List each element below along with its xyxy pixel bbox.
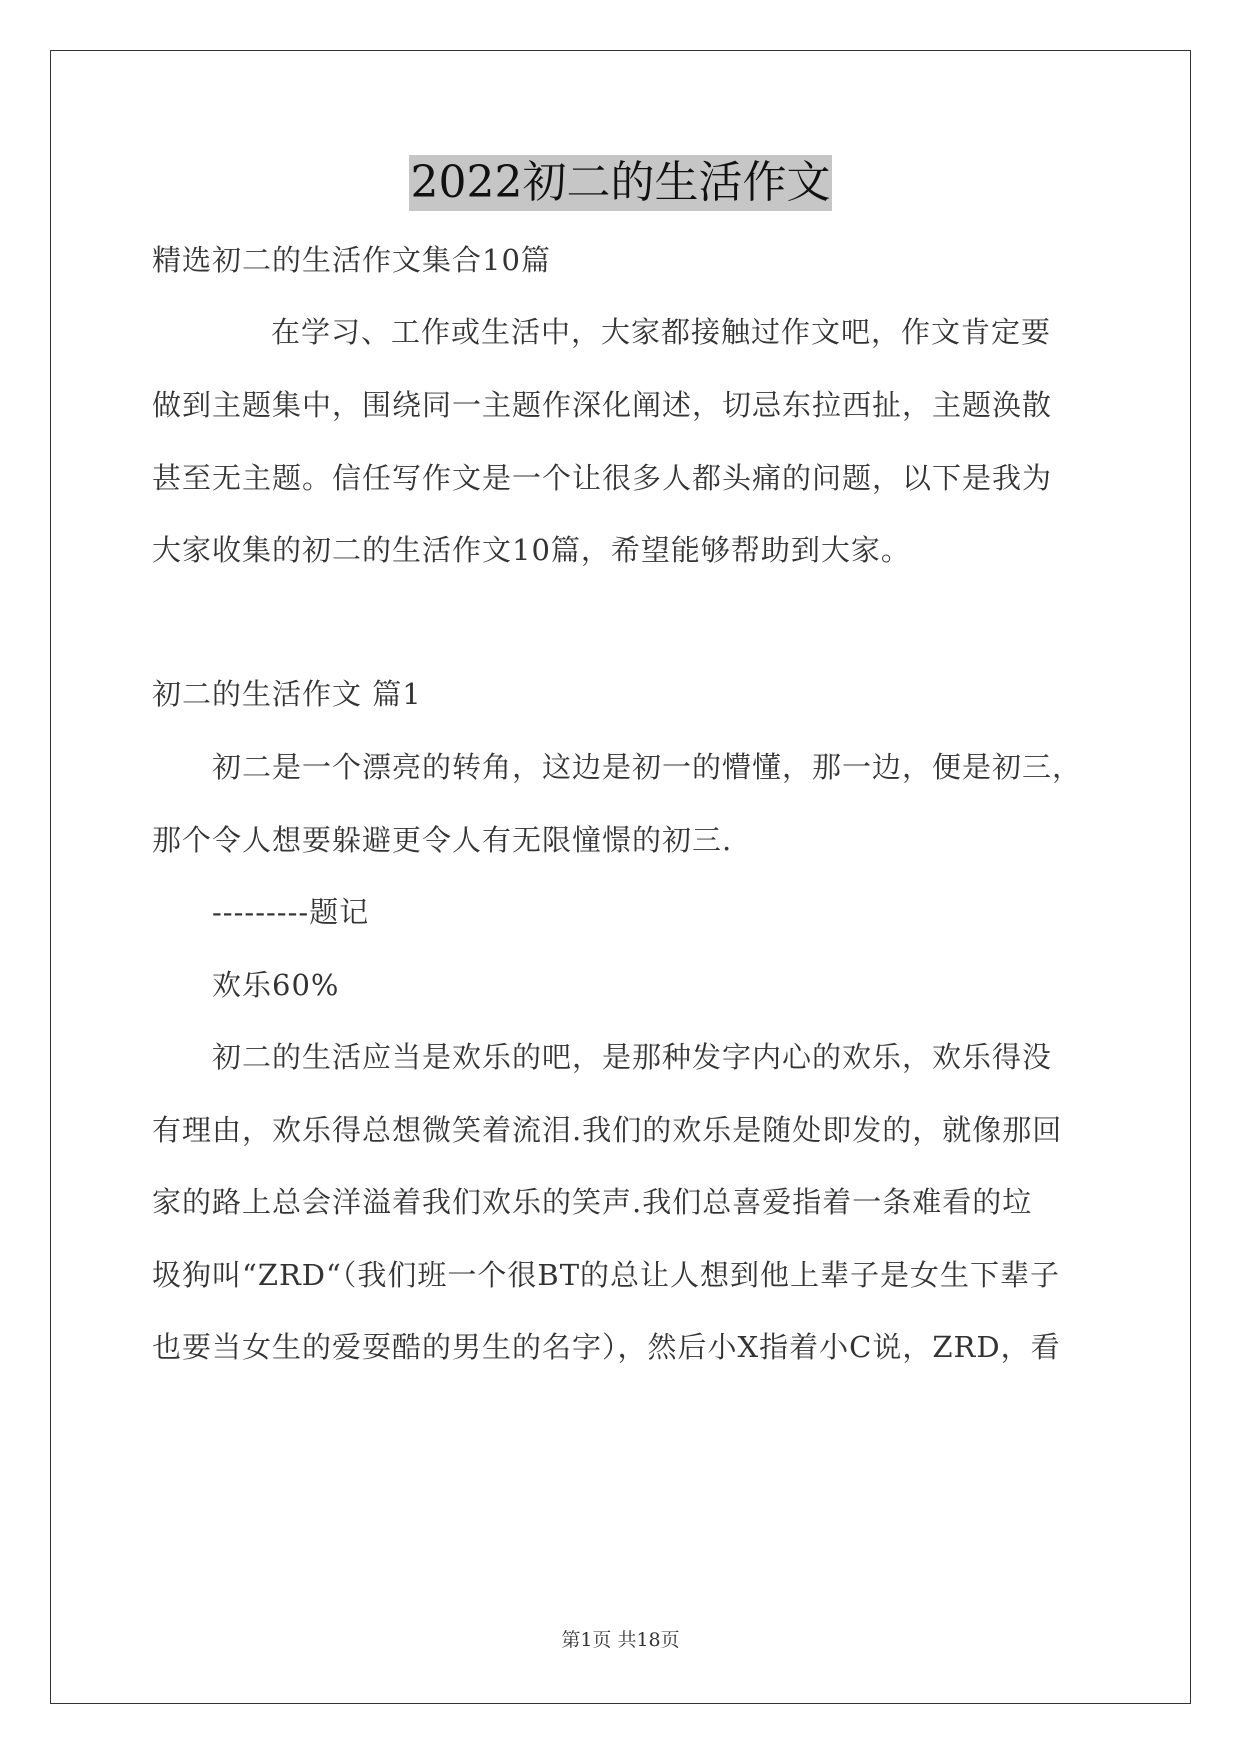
body-line: 圾狗叫“ZRD“（我们班一个很BT的总让人想到他上辈子是女生下辈子 bbox=[152, 1258, 1061, 1292]
section-heading: 初二的生活作文 篇1 bbox=[152, 677, 422, 711]
body-line: 初二是一个漂亮的转角，这边是初一的懵懂，那一边，便是初三， bbox=[212, 750, 1083, 784]
subtitle: 精选初二的生活作文集合10篇 bbox=[152, 243, 551, 277]
intro-line: 大家收集的初二的生活作文10篇，希望能够帮助到大家。 bbox=[152, 533, 911, 567]
page-border bbox=[50, 50, 1191, 1704]
body-line: 那个令人想要躲避更令人有无限憧憬的初三. bbox=[152, 823, 733, 857]
body-line: ---------题记 bbox=[212, 895, 370, 929]
body-line: 家的路上总会洋溢着我们欢乐的笑声.我们总喜爱指着一条难看的垃 bbox=[152, 1185, 1033, 1219]
body-line: 初二的生活应当是欢乐的吧，是那种发字内心的欢乐，欢乐得没 bbox=[212, 1040, 1053, 1074]
intro-line: 做到主题集中，围绕同一主题作深化阐述，切忌东拉西扯，主题涣散 bbox=[152, 388, 1053, 422]
intro-line: 甚至无主题。信任写作文是一个让很多人都头痛的问题，以下是我为 bbox=[152, 461, 1053, 495]
intro-line: 在学习、工作或生活中，大家都接触过作文吧，作文肯定要 bbox=[271, 315, 1052, 349]
body-line: 也要当女生的爱耍酷的男生的名字），然后小X指着小C说，ZRD，看 bbox=[152, 1330, 1061, 1364]
body-line: 有理由，欢乐得总想微笑着流泪.我们的欢乐是随处即发的，就像那回 bbox=[152, 1113, 1063, 1147]
page-footer: 第1页 共18页 bbox=[561, 1629, 680, 1651]
document-title: 2022初二的生活作文 bbox=[409, 155, 833, 211]
title-container bbox=[0, 155, 1241, 211]
body-line: 欢乐60% bbox=[212, 968, 340, 1002]
